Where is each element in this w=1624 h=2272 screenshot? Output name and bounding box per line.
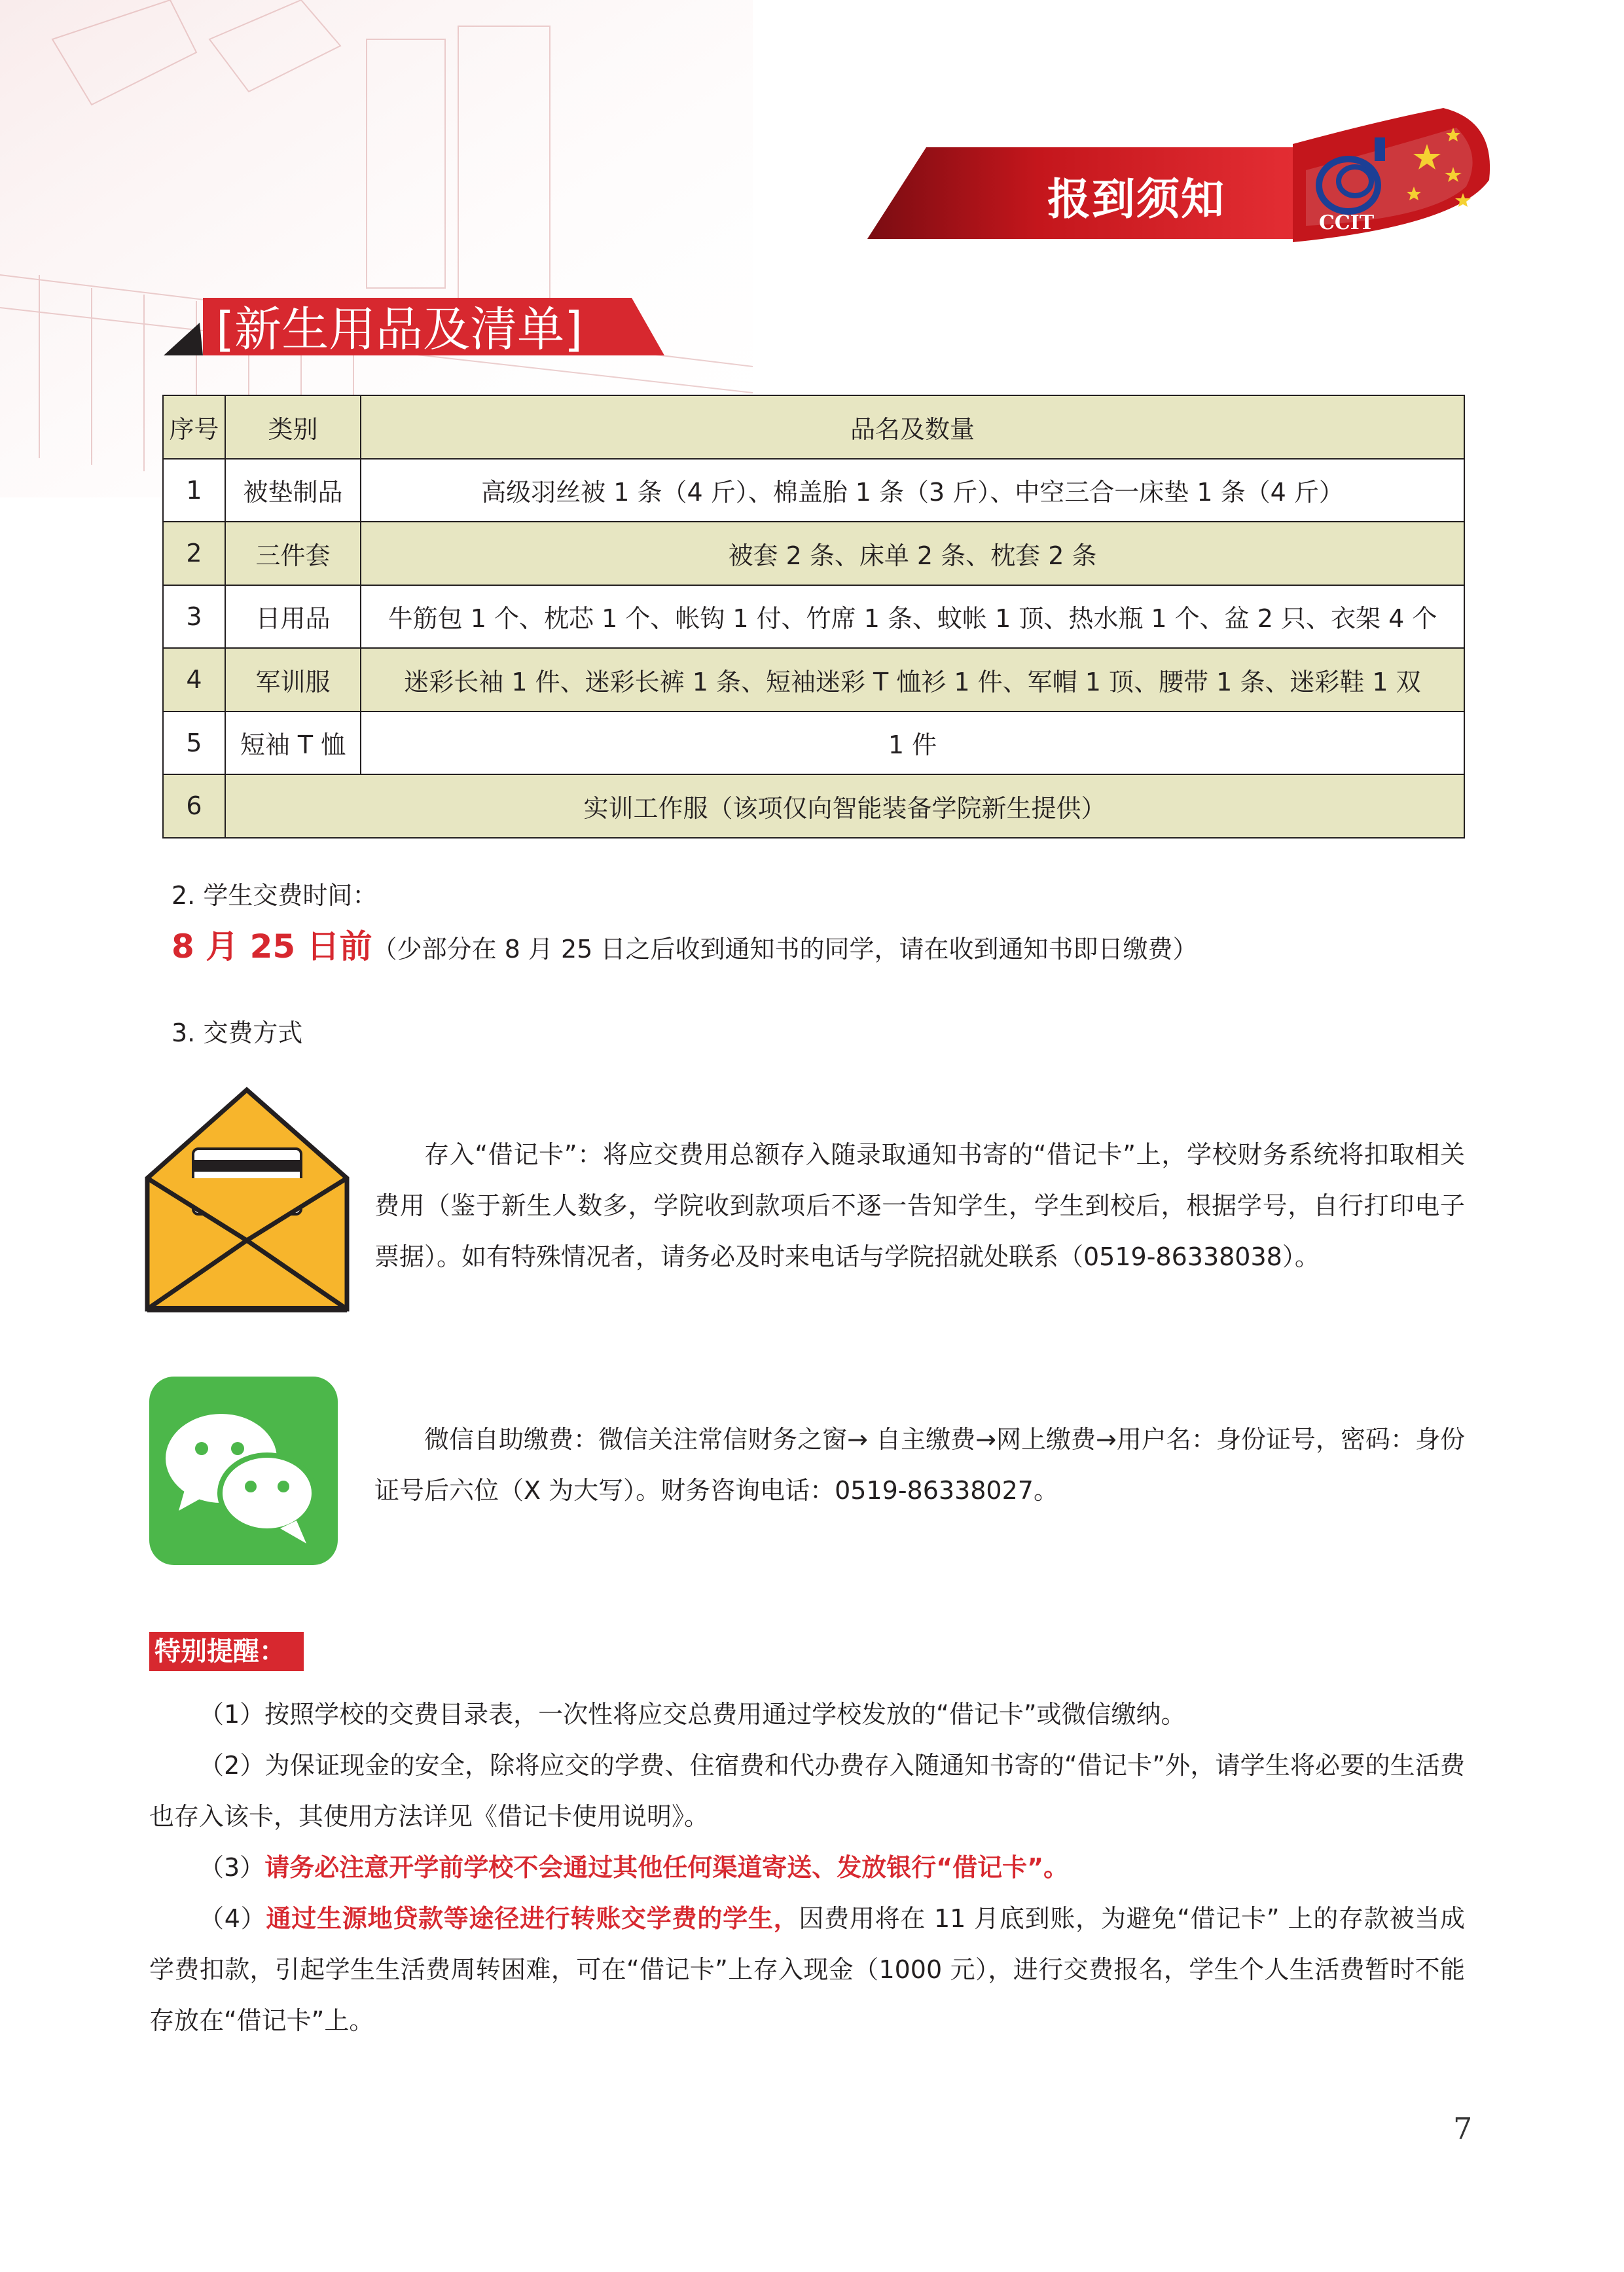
reminder-item-3-prefix: （3） [199, 1853, 265, 1882]
row-no: 6 [163, 774, 225, 838]
row-no: 3 [163, 585, 225, 649]
logo-text: CCIT [1319, 211, 1375, 234]
header-items: 品名及数量 [361, 395, 1464, 459]
table-row [163, 712, 1464, 775]
payment-time-label: 2. 学生交费时间： [171, 881, 378, 910]
reminder-item-2: （2）为保证现金的安全，除将应交的学费、住宿费和代办费存入随通知书寄的“借记卡”外，请学生将必要的生活费也存入该卡，其使用方法详见《借记卡使用说明》。 [149, 1751, 1465, 1831]
special-reminder-tag: 特别提醒： [149, 1632, 304, 1671]
table-row [163, 459, 1464, 522]
supplies-table [162, 395, 1465, 838]
table-row [163, 522, 1464, 585]
reminder-item-3 [149, 1842, 1465, 1893]
payment-deadline-note: （少部分在 8 月 25 日之后收到通知书的同学，请在收到通知书即日缴费） [372, 935, 1198, 964]
reminder-item-4 [149, 1893, 1465, 2046]
table-row [163, 774, 1464, 838]
row-category: 被垫制品 [225, 459, 361, 522]
row-no: 5 [163, 712, 225, 775]
row-no: 4 [163, 648, 225, 712]
reminder-item-4-warning: 通过生源地贷款等途径进行转账交学费的学生， [266, 1904, 799, 1933]
table-header-row [163, 395, 1464, 459]
row-items: 高级羽丝被 1 条（4 斤）、棉盖胎 1 条（3 斤）、中空三合一床垫 1 条（4 斤） [361, 459, 1464, 522]
table-row [163, 585, 1464, 649]
row-no: 1 [163, 459, 225, 522]
row-category: 三件套 [225, 522, 361, 585]
card-payment-text: 存入“借记卡”：将应交费用总额存入随录取通知书寄的“借记卡”上，学校财务系统将扣取相关费用（鉴于新生人数多，学院收到款项后不逐一告知学生，学生到校后，根据学号，自行打印电子票据）。如有特殊情况者，请务必及时来电话与学院招就处联系（0519-86338038）。 [374, 1140, 1465, 1271]
row-items: 被套 2 条、床单 2 条、枕套 2 条 [361, 522, 1464, 585]
banner-title: 报到须知 [1047, 174, 1225, 225]
row-category: 军训服 [225, 648, 361, 712]
reminder-item-1: （1）按照学校的交费目录表，一次性将应交总费用通过学校发放的“借记卡”或微信缴纳。 [199, 1700, 1186, 1729]
payment-time-line [171, 922, 1197, 974]
row-category: 短袖 T 恤 [225, 712, 361, 775]
envelope-card-icon [144, 1087, 350, 1316]
row-no: 2 [163, 522, 225, 585]
payment-method-label: 3. 交费方式 [171, 1019, 303, 1047]
header-no: 序号 [163, 395, 225, 459]
row-items: 牛筋包 1 个、枕芯 1 个、帐钩 1 付、竹席 1 条、蚊帐 1 顶、热水瓶 1 个、盆 2 只、衣架 4 个 [361, 585, 1464, 649]
row-items: 迷彩长袖 1 件、迷彩长裤 1 条、短袖迷彩 T 恤衫 1 件、军帽 1 顶、腰带 1 条、迷彩鞋 1 双 [361, 648, 1464, 712]
table-row [163, 648, 1464, 712]
payment-deadline: 8 月 25 日前 [171, 928, 372, 965]
wechat-payment-text: 微信自助缴费：微信关注常信财务之窗→ 自主缴费→网上缴费→用户名：身份证号，密码：身份证号后六位（X 为大写）。财务咨询电话：0519-86338027。 [374, 1425, 1465, 1505]
row-items: 实训工作服（该项仅向智能装备学院新生提供） [225, 774, 1464, 838]
header-category: 类别 [225, 395, 361, 459]
reminder-item-3-warning: 请务必注意开学前学校不会通过其他任何渠道寄送、发放银行“借记卡”。 [264, 1853, 1069, 1882]
page-number: 7 [1453, 2111, 1473, 2146]
wechat-icon [149, 1377, 338, 1565]
reminder-item-4-prefix: （4） [199, 1904, 266, 1933]
reminder-item-4-rest: 因费用将在 11 月底到账，为避免“借记卡” 上的存款被当成学费扣款，引起学生生活费周转困难，可在“借记卡”上存入现金（1000 元），进行交费报名，学生个人生活费暂时不能存放在“借记卡”上。 [149, 1904, 1465, 2035]
section-title: [新生用品及清单] [216, 302, 583, 357]
row-category: 日用品 [225, 585, 361, 649]
row-items: 1 件 [361, 712, 1464, 775]
